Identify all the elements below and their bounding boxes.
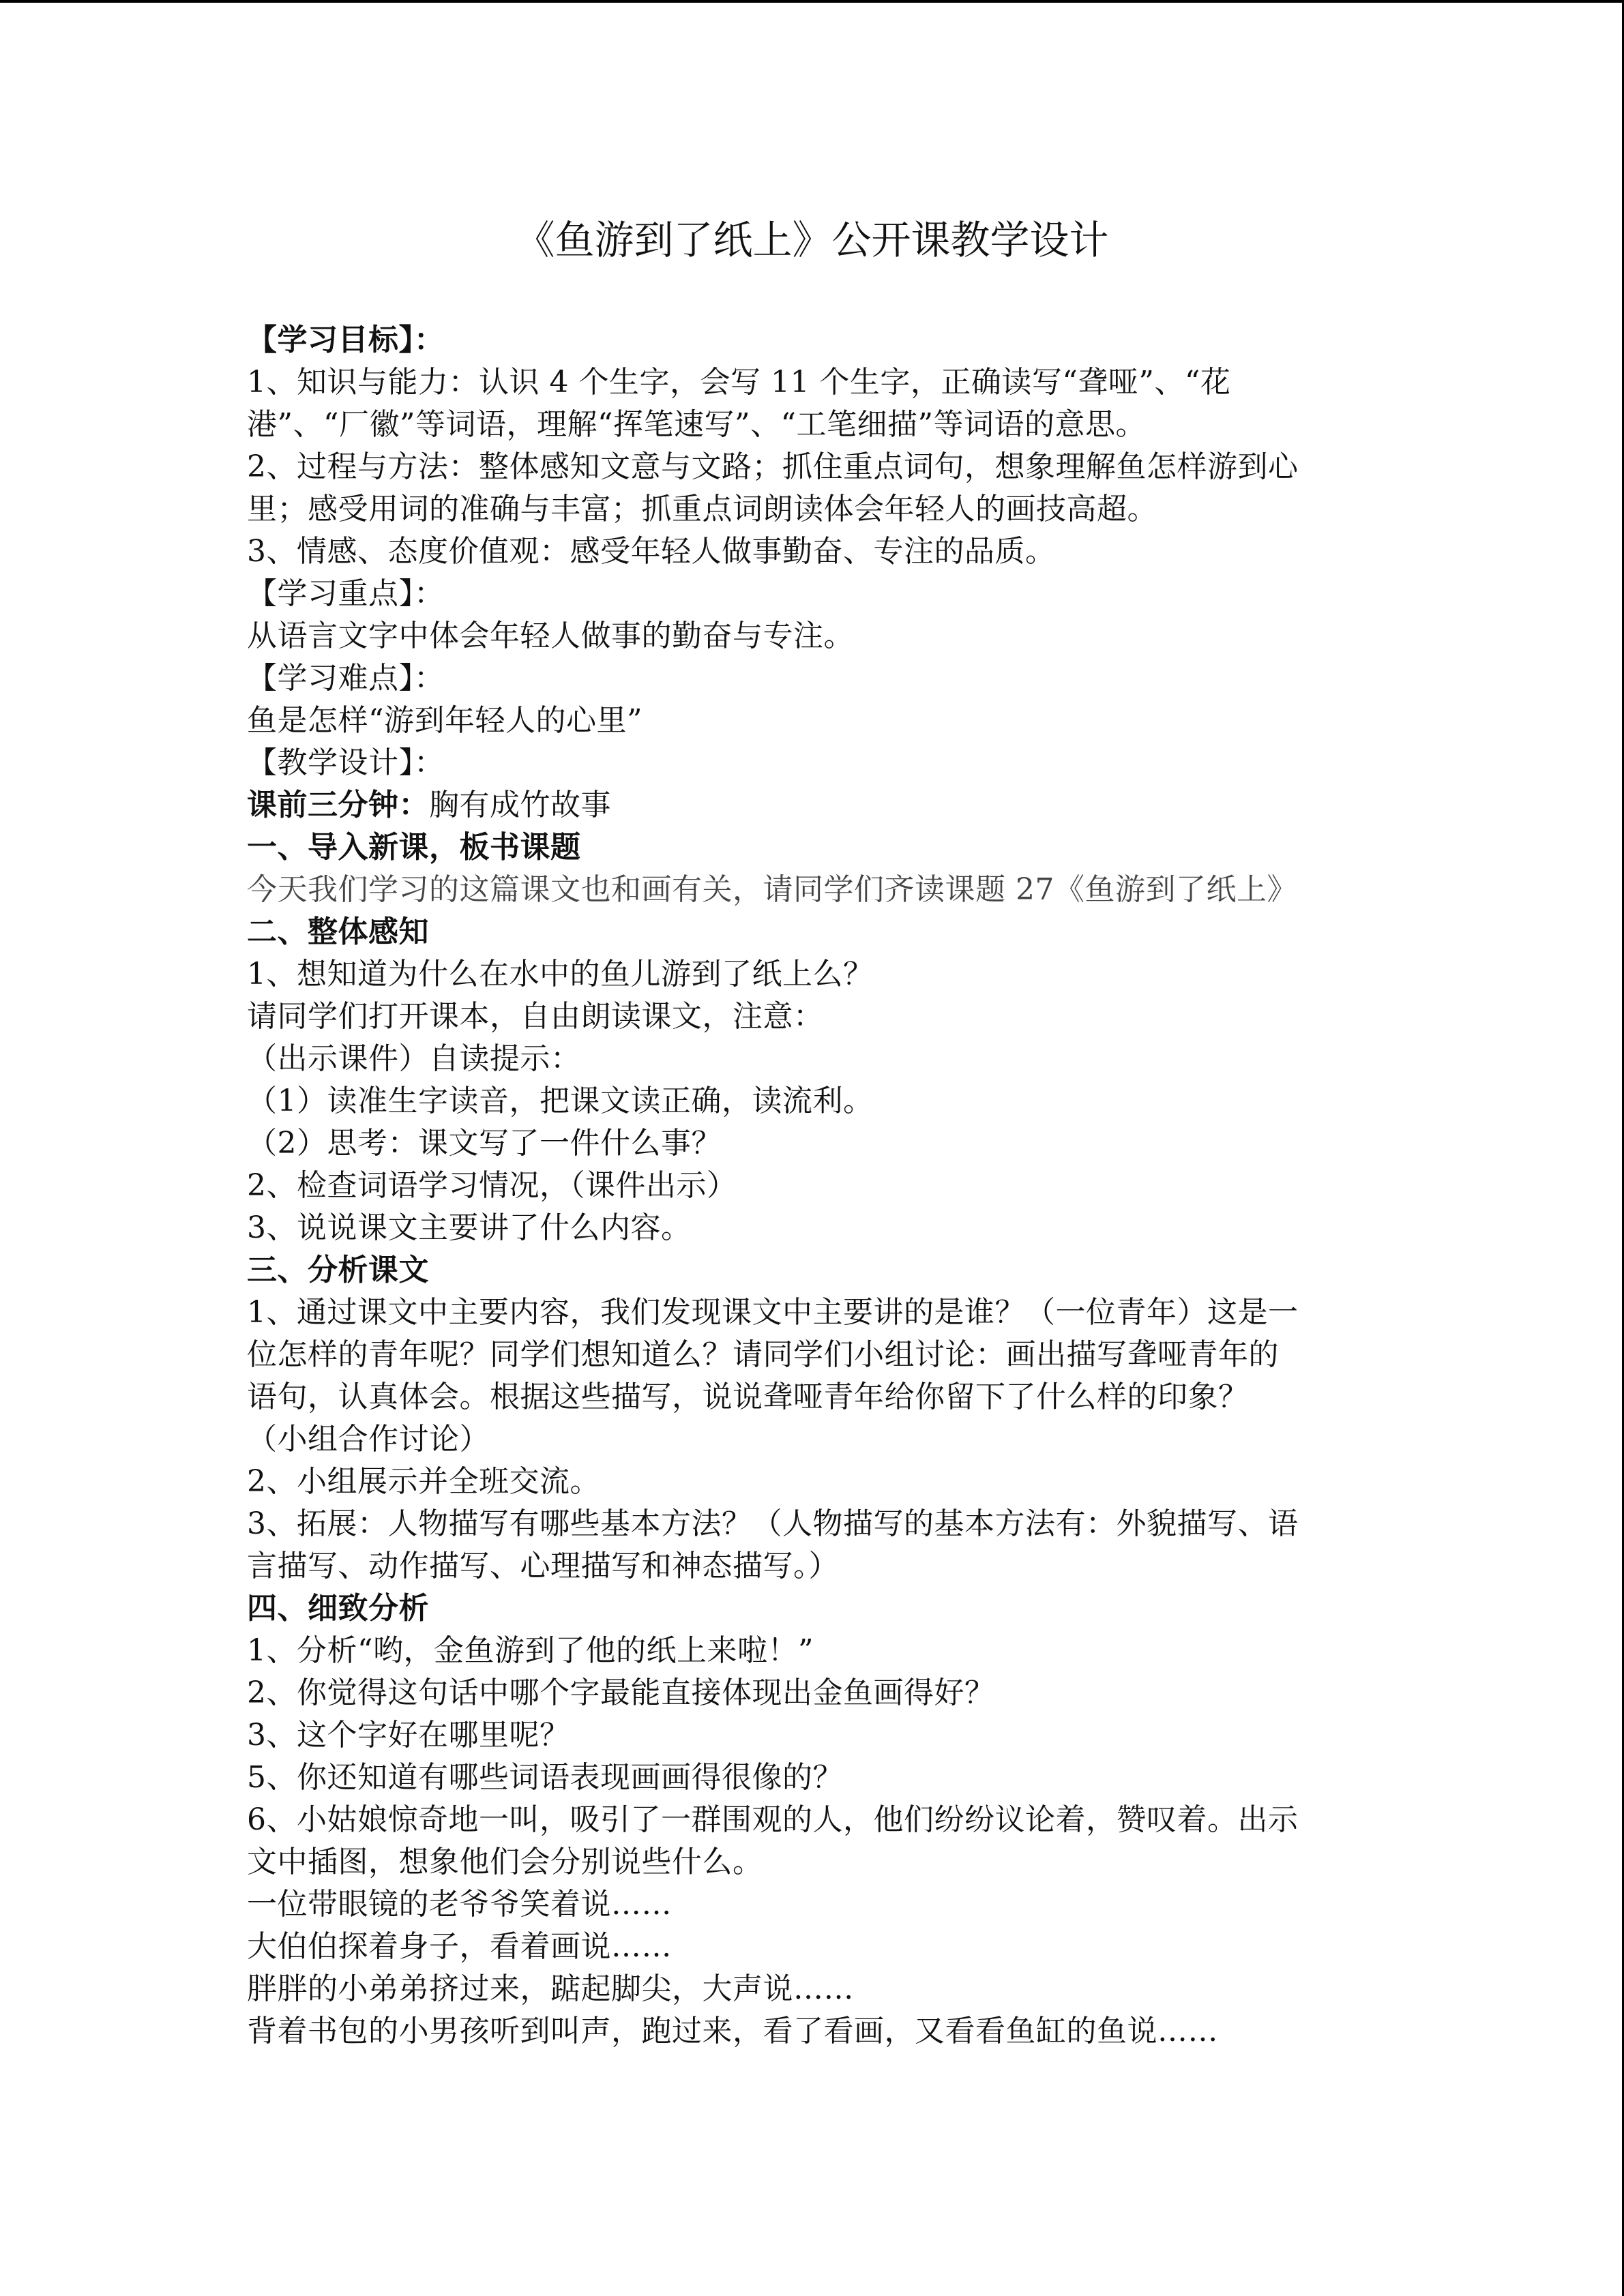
text-line — [247, 2010, 1379, 2053]
body-text: 2、你觉得这句话中哪个字最能直接体现出金鱼画得好？ — [247, 1675, 995, 1710]
body-text: 1、分析“哟，金鱼游到了他的纸上来啦！” — [247, 1633, 814, 1668]
heading-text: 三、分析课文 — [247, 1253, 429, 1287]
text-line — [247, 657, 1379, 700]
body-text: 2、过程与方法：整体感知文意与文路；抓住重点词句，想象理解鱼怎样游到心 — [247, 449, 1299, 484]
body-text: 1、知识与能力：认识 4 个生字，会写 11 个生字，正确读写“聋哑”、“花 — [247, 365, 1231, 400]
text-line — [247, 404, 1379, 446]
text-line — [247, 1545, 1379, 1587]
body-text: （1）读准生字读音，把课文读正确，读流利。 — [247, 1084, 874, 1118]
document-body — [247, 319, 1379, 2053]
text-line — [247, 1334, 1379, 1376]
text-line — [247, 615, 1379, 657]
body-text: （出示课件）自读提示： — [247, 1041, 581, 1076]
text-line — [247, 1841, 1379, 1883]
body-text: 1、通过课文中主要内容，我们发现课文中主要讲的是谁？（一位青年）这是一 — [247, 1295, 1299, 1330]
text-line — [247, 361, 1379, 404]
text-line — [247, 1376, 1379, 1418]
body-text: 文中插图，想象他们会分别说些什么。 — [247, 1845, 763, 1879]
text-line — [247, 1418, 1379, 1461]
document-title: 《鱼游到了纸上》公开课教学设计 — [515, 217, 1109, 263]
body-text: 一位带眼镜的老爷爷笑着说…… — [247, 1887, 672, 1922]
heading-text: 【学习目标】： — [247, 323, 445, 357]
body-text: 大伯伯探着身子，看着画说…… — [247, 1929, 672, 1964]
text-line — [247, 1672, 1379, 1714]
body-text: 里；感受用词的准确与丰富；抓重点词朗读体会年轻人的画技高超。 — [247, 492, 1157, 526]
body-text: 6、小姑娘惊奇地一叫，吸引了一群围观的人，他们纷纷议论着，赞叹着。出示 — [247, 1802, 1299, 1837]
text-line — [247, 911, 1379, 953]
body-text: 5、你还知道有哪些词语表现画画得很像的？ — [247, 1760, 843, 1795]
text-line — [247, 784, 1379, 826]
text-line — [247, 742, 1379, 784]
text-line — [247, 319, 1379, 361]
heading-text: 一、导入新课，板书课题 — [247, 830, 581, 865]
heading-text: 四、细致分析 — [247, 1591, 429, 1626]
text-line — [247, 488, 1379, 531]
text-line — [247, 1968, 1379, 2010]
body-text: 2、检查词语学习情况，（课件出示） — [247, 1168, 737, 1203]
body-text: 2、小组展示并全班交流。 — [247, 1464, 600, 1499]
text-line — [247, 1926, 1379, 1968]
text-line — [247, 1799, 1379, 1841]
body-text: 【教学设计】： — [247, 745, 445, 780]
text-line — [247, 1207, 1379, 1249]
body-text: 今天我们学习的这篇课文也和画有关，请同学们齐读课题 27《鱼游到了纸上》 — [247, 872, 1297, 907]
text-line — [247, 1292, 1379, 1334]
text-line — [247, 531, 1379, 573]
body-text: 3、这个字好在哪里呢？ — [247, 1718, 570, 1753]
body-text: 3、拓展：人物描写有哪些基本方法？（人物描写的基本方法有：外貌描写、语 — [247, 1506, 1299, 1541]
text-line — [247, 1757, 1379, 1799]
text-line — [247, 1587, 1379, 1630]
text-line — [247, 869, 1379, 911]
body-text: 言描写、动作描写、心理描写和神态描写。） — [247, 1549, 839, 1583]
body-text: 【学习难点】： — [247, 661, 445, 696]
text-line — [247, 1630, 1379, 1672]
text-line — [247, 1249, 1379, 1292]
heading-text: 课前三分钟： — [247, 788, 429, 822]
body-text: （小组合作讨论） — [247, 1422, 490, 1457]
body-text: 3、情感、态度价值观：感受年轻人做事勤奋、专注的品质。 — [247, 534, 1056, 569]
text-line — [247, 826, 1379, 869]
heading-text: 二、整体感知 — [247, 914, 429, 949]
body-text: 1、想知道为什么在水中的鱼儿游到了纸上么？ — [247, 957, 874, 992]
body-text: 背着书包的小男孩听到叫声，跑过来，看了看画，又看看鱼缸的鱼说…… — [247, 2014, 1218, 2048]
text-line — [247, 1461, 1379, 1503]
text-line — [247, 446, 1379, 488]
body-text: （2）思考：课文写了一件什么事？ — [247, 1126, 722, 1161]
text-line — [247, 1122, 1379, 1165]
body-text: 港”、“厂徽”等词语，理解“挥笔速写”、“工笔细描”等词语的意思。 — [247, 407, 1146, 442]
text-line — [247, 1883, 1379, 1926]
body-text: 从语言文字中体会年轻人做事的勤奋与专注。 — [247, 618, 854, 653]
text-line — [247, 996, 1379, 1038]
text-line — [247, 1714, 1379, 1757]
body-text: 鱼是怎样“游到年轻人的心里” — [247, 703, 643, 738]
body-text: 胸有成竹故事 — [429, 788, 611, 822]
body-text: 【学习重点】： — [247, 576, 445, 611]
text-line — [247, 1165, 1379, 1207]
body-text: 胖胖的小弟弟挤过来，踮起脚尖，大声说…… — [247, 1971, 854, 2006]
body-text: 语句，认真体会。根据这些描写，说说聋哑青年给你留下了什么样的印象？ — [247, 1380, 1249, 1414]
text-line — [247, 1038, 1379, 1080]
text-line — [247, 1503, 1379, 1545]
body-text: 3、说说课文主要讲了什么内容。 — [247, 1210, 692, 1245]
text-line — [247, 1080, 1379, 1122]
body-text: 位怎样的青年呢？同学们想知道么？请同学们小组讨论：画出描写聋哑青年的 — [247, 1337, 1279, 1372]
text-line — [247, 573, 1379, 615]
body-text: 请同学们打开课本，自由朗读课文，注意： — [247, 999, 824, 1034]
text-line — [247, 953, 1379, 996]
text-line — [247, 700, 1379, 742]
